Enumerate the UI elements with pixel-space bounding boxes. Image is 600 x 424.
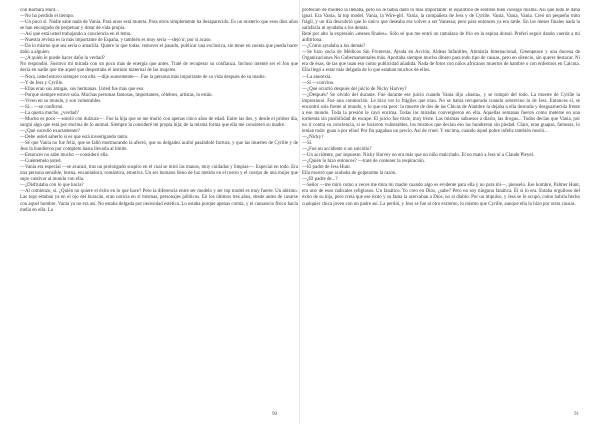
paragraph: —Un accidente, por supuesto. Nicky Harvey no era más que un niño malcriado. El no mató a Jess ni a Claude Pleyel. [302, 153, 535, 159]
paragraph: —Así que está usted trabajando a conciencia en el tema. [20, 32, 132, 38]
paragraph: profesión de modelo la llenaba, pero no le había dado lo más importante: el equilibrio de sentirse bien consigo misma. Así que todo le daba igual. Era Vania, la top model. Vania, la Wire-girl. Vania, la compañera de Jess y de Cyrille. Vania, Vania, Vania. Creó un pequeño mito frágil, y un día descubrió que lo único que deseaba era volver a ser Vanessa; pero para entonces ya era tarde. En los meses finales nada la satisfacía ni ayudaba a los demás. [302, 8, 580, 32]
paragraph: —Da lo mismo que sea seria o amarilla. Quiere lo que todas: remover el pasado, publicar una exclusiva, sin tener en cuenta que pueda hacer daño a alguien. [20, 44, 298, 56]
paragraph: —Sí —convino. [302, 80, 335, 86]
paragraph: —Y de Jess y Cyrille. [20, 80, 64, 86]
paragraph: —¿Después? Se olvidó del durante. Fue durante ese juicio cuando Vania dijo «basta», y se rompió del todo. La muerte de Cyrille la impresionó. Fue una conmoción. Le hizo ver lo frágiles que eran. No se había recuperado cuando sobrevino lo de Jess. Entonces sí, se encontró sola frente al mundo, y lo que era peor: la muerte de dos de las Chicas de Alambre la dejaba a ella desnuda y desguarnecida frente a ese mundo. Toda la presión le cayó encima. Todas las miradas convergieron en ella. Aquellas semanas fueron como meterse en una tormenta sin posibilidad de escape. El juicio fue triste, muy triste. Las mismas sabuesos a diario, las drogas... Todos decían que Vania, por no ir contra su conciencia, si se hicieron vulnerables, los mismos que decían eso las hundieron sin piedad. Claro, eran guapas, famosas, lo tenían todo: guau a por ellas! Por fin pagaban un precio. Así de cruel. Y encima, cuando aquel pobre infeliz también murió... [302, 92, 580, 134]
page-gutter [299, 0, 300, 424]
paragraph: —La quería mucho, ¿verdad? [20, 110, 79, 116]
paragraph: —¿Nicky? [302, 134, 324, 140]
paragraph: —Nuestra revista es la más importante de España, y también es muy seria —dejó ir, por si acaso. [20, 38, 212, 44]
left-page [20, 8, 298, 408]
paragraph: —Sí... —se confirmó. [20, 104, 64, 110]
paragraph: con Barbara Hunt... [20, 8, 59, 13]
paragraph: —Nora, usted estuvo siempre con ella —dije suavemente—. Fue la persona más importante de su vida después de su madre. [20, 74, 266, 80]
paragraph: —Viven en su mundo, y son vulnerables. [20, 98, 102, 104]
paragraph: —¿El padre de...? [302, 177, 338, 183]
paragraph: —El padre de Jess Hunt. [302, 165, 351, 171]
paragraph: —¿Disfrutaba con lo que hacía? [20, 183, 84, 189]
paragraph: —Mucho es poco —sonrió con dulzura—. Fue la hija que se me murió con apenas cinco años de edad. Entre las dos, y desde el primer día, surgió algo que está por encima de lo animal. Siempre la consideré mi propia hija; de la misma forma que ella me consideró su madre. [20, 116, 298, 128]
paragraph: Reté por alto la expresión «meses finales». Sólo sé que me entró un ramalazo de frío en la espina dorsal. Preferí seguir dando cuerda a mi anfitriona. [302, 32, 580, 44]
paragraph: —¿A quién le puede hacer daño la verdad? [20, 56, 105, 62]
left-page-number: 90 [272, 412, 277, 417]
paragraph: —Ellas eran sus amigas, sus hermanas. Usted fue más que eso. [20, 86, 145, 92]
paragraph: —¿Qué sucedió exactamente? [20, 128, 80, 134]
paragraph: —Entonces no sabe mucho —consideró ella. [20, 153, 109, 159]
paragraph: —¿Fue un accidente o un suicidio? [302, 147, 372, 153]
paragraph: —Sé que Vania no fue feliz, que se falló murmurando la afectó, que su delgadez acabó pasándole factura, y que las muertes de Cyrille y de Jess la hundieron por completo hasta llevarla al límite. [20, 141, 298, 153]
paragraph: —Porque siempre estuve sola. Muchas personas famosas, importantes, célebres, artistas, lo están. [20, 92, 213, 98]
paragraph: Ella mostró que acababa de golpearme la razón. [302, 171, 397, 177]
paragraph: —No ha perdido el tiempo. [20, 14, 75, 20]
paragraph: —Al comienzo, sí. ¿Quién no quiere el éxito en lo que hace? Pero la diferencia entre ser modelo y ser top model es muy fuerte. Un abismo. Las tops estaban ya en el ojo del huracán, eran noticia en sí mismas, personajes públicos. En los últimos tres años, desde antes de casarse con aquel hombre, Vania ya no era así. No estaba delgada por necesidad estética. Lo estaba porque apenas comía, y el cansancio físico hacía mella en ella. La [20, 189, 298, 213]
paragraph: —¿Quién lo hizo entonces? —traté de contener la respiración. [302, 159, 425, 165]
paragraph: —La anorexia. [302, 74, 332, 80]
paragraph: —Vania era especial —se avanzó, tras un prolongado suspiro en el cual se miró las manos, muy cuidadas y limpias—. Especial en todo. Era una persona sensible, buena, encantadora, romántica, emotiva. Un ser humano lleno de luz metido en el rostro y el cuerpo de una mujer que supo cautivar al mundo con ella. [20, 165, 298, 183]
right-page-number: 91 [574, 412, 579, 417]
paragraph: —Señor —me miró como a veces me mira mi madre cuando algo es evidente para ella y no para mí—, pienselo. Ese hombre, Palmer Hunt, era uno de esos radicales religiosos. Un fanático. Yo creo en Dios, ¿sabe? Pero no soy ninguna fanática. Él sí lo era. Estaba orgulloso del éxito de su hija, pero creía que ese éxito y su fama la acercaban a Dios, no al diablo. Por un impulso, y Jess se lo ocupó, como habría hecho cualquier chica joven con un padre así. La perdió, y Jess se fue al otro extremo, lo mismo que Cyrille, aunque ella lo hizo por otras causas. [302, 183, 580, 207]
paragraph: —Debe usted saberlo si es que está investigando tanto. [20, 134, 129, 140]
paragraph: —Cuéntemelo usted. [20, 159, 62, 165]
right-page [302, 8, 580, 408]
paragraph: —¿Qué ocurrió después del juicio de Nicky Harvey? [302, 86, 407, 92]
paragraph: —¿Cómo ayudaba a los demás? [302, 44, 366, 50]
paragraph: —Se hizo socia de Médicos Sin Fronteras, Ayuda en Acción, Aldeas Infantiles, Amnistía Internacional, Greenpeace y una docena de Organizaciones No Gubernamentales más. Aportaba siempre mucho dinero para todo tipo de causas, pero en silencio, sin querer destacar. Ni era de ésas, de las que usan eso como publicidad añadida. Nada de fotos con niños africanos muertos de hambre o con enfermos en Calcuta. Ella llegó a estar más delgada de lo que estaban muchos de ellos. [302, 50, 580, 74]
paragraph: —Un poco sí. Nadie sabe nada de Vania. Para unos está muerta. Para otros simplemente ha desaparecido. Es un misterio que esos diez años se han encargado de perpetuar y dotar de vida propia. [20, 20, 298, 32]
paragraph: No respondió. Sostuvo mi mirada con un poco más de energía que antes. Traté de recuperar su confianza. Incluso intenté ser el Jon que decía en nadie que me aquel que despertaba el instinto maternal de las mujeres. [20, 62, 298, 74]
paragraph: —Sí. [302, 141, 313, 147]
